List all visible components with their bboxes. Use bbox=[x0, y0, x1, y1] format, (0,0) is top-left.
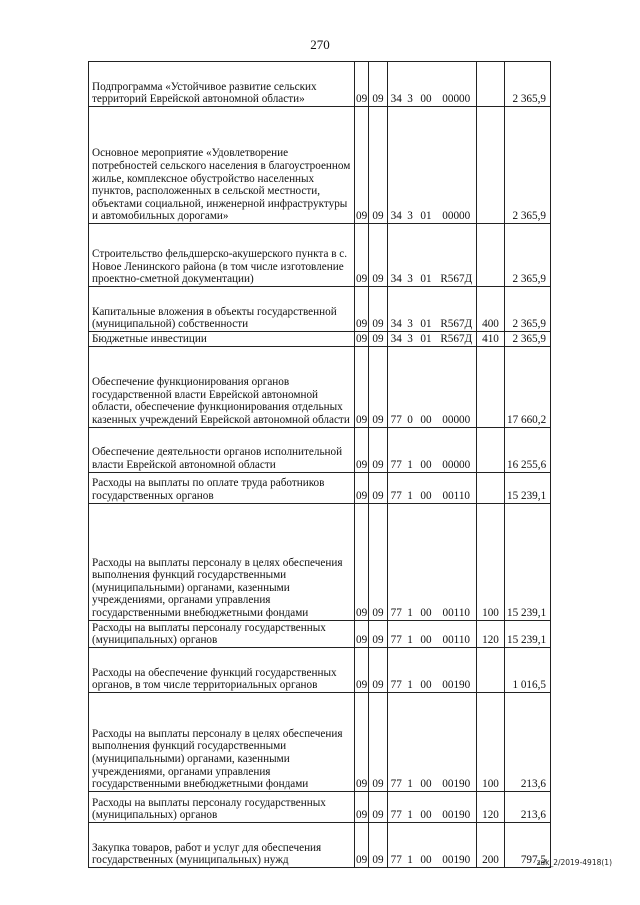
section-code: 09 bbox=[355, 224, 369, 287]
table-row bbox=[89, 647, 551, 692]
expense-direction-code: 00190 bbox=[437, 647, 477, 692]
program-code: 34 bbox=[388, 287, 405, 332]
subprogram-code: 3 bbox=[405, 107, 416, 224]
subprogram-code: 0 bbox=[405, 346, 416, 427]
row-name: Расходы на выплаты персоналу в целях обеспечения выполнения функций государственными (муниципальными) органами, казенными учреждениями, органами управления государственными внебюджетными фондами bbox=[89, 692, 355, 791]
subprogram-code: 1 bbox=[405, 791, 416, 822]
subprogram-code: 1 bbox=[405, 620, 416, 647]
expense-direction-code: 00190 bbox=[437, 692, 477, 791]
expense-type-code bbox=[477, 472, 505, 503]
row-name: Расходы на выплаты персоналу государственных (муниципальных) органов bbox=[89, 791, 355, 822]
amount: 16 255,6 bbox=[505, 427, 551, 472]
expense-type-code: 410 bbox=[477, 332, 505, 347]
expense-type-code bbox=[477, 647, 505, 692]
event-code: 00 bbox=[416, 472, 437, 503]
program-code: 34 bbox=[388, 62, 405, 107]
subprogram-code: 1 bbox=[405, 692, 416, 791]
row-name: Расходы на выплаты по оплате труда работников государственных органов bbox=[89, 472, 355, 503]
subprogram-code: 1 bbox=[405, 427, 416, 472]
row-name: Обеспечение функционирования органов государственной власти Еврейской автономной области, обеспечение функционирования отдельных казенных учреждений Еврейской автономной области bbox=[89, 346, 355, 427]
event-code: 00 bbox=[416, 692, 437, 791]
expense-type-code: 100 bbox=[477, 503, 505, 620]
table-row bbox=[89, 472, 551, 503]
program-code: 77 bbox=[388, 791, 405, 822]
row-name: Обеспечение деятельности органов исполнительной власти Еврейской автономной области bbox=[89, 427, 355, 472]
amount: 213,6 bbox=[505, 692, 551, 791]
subprogram-code: 1 bbox=[405, 647, 416, 692]
table-row bbox=[89, 822, 551, 867]
subsection-code: 09 bbox=[369, 332, 388, 347]
table-body bbox=[89, 62, 551, 868]
amount: 15 239,1 bbox=[505, 620, 551, 647]
amount: 2 365,9 bbox=[505, 224, 551, 287]
expense-type-code: 400 bbox=[477, 287, 505, 332]
program-code: 77 bbox=[388, 503, 405, 620]
event-code: 01 bbox=[416, 107, 437, 224]
expense-direction-code: R567Д bbox=[437, 332, 477, 347]
event-code: 00 bbox=[416, 791, 437, 822]
row-name: Основное мероприятие «Удовлетворение потребностей сельского населения в благоустроенном жилье, комплексное обустройство населенных пунктов, расположенных в сельской местности, объектами социальной, инженерной инфраструктуры и автомобильных дорогами» bbox=[89, 107, 355, 224]
page-number: 270 bbox=[310, 37, 330, 52]
event-code: 00 bbox=[416, 822, 437, 867]
event-code: 01 bbox=[416, 332, 437, 347]
row-name: Строительство фельдшерско-акушерского пункта в с. Новое Ленинского района (в том числе изготовление проектно-сметной документации) bbox=[89, 224, 355, 287]
table-row bbox=[89, 346, 551, 427]
amount: 15 239,1 bbox=[505, 472, 551, 503]
budget-table bbox=[88, 61, 551, 868]
section-code: 09 bbox=[355, 62, 369, 107]
amount: 213,6 bbox=[505, 791, 551, 822]
event-code: 00 bbox=[416, 346, 437, 427]
table-row bbox=[89, 224, 551, 287]
amount: 1 016,5 bbox=[505, 647, 551, 692]
section-code: 09 bbox=[355, 346, 369, 427]
program-code: 34 bbox=[388, 107, 405, 224]
expense-direction-code: 00000 bbox=[437, 346, 477, 427]
section-code: 09 bbox=[355, 647, 369, 692]
event-code: 00 bbox=[416, 503, 437, 620]
subprogram-code: 3 bbox=[405, 332, 416, 347]
expense-type-code: 100 bbox=[477, 692, 505, 791]
expense-type-code: 120 bbox=[477, 620, 505, 647]
subprogram-code: 3 bbox=[405, 287, 416, 332]
expense-type-code: 200 bbox=[477, 822, 505, 867]
amount: 2 365,9 bbox=[505, 107, 551, 224]
section-code: 09 bbox=[355, 620, 369, 647]
amount: 2 365,9 bbox=[505, 62, 551, 107]
expense-direction-code: 00190 bbox=[437, 822, 477, 867]
subsection-code: 09 bbox=[369, 620, 388, 647]
subsection-code: 09 bbox=[369, 647, 388, 692]
program-code: 34 bbox=[388, 332, 405, 347]
document-footer-code: zak_2/2019-4918(1) bbox=[536, 858, 612, 867]
subsection-code: 09 bbox=[369, 107, 388, 224]
subprogram-code: 1 bbox=[405, 472, 416, 503]
expense-type-code bbox=[477, 346, 505, 427]
row-name: Закупка товаров, работ и услуг для обеспечения государственных (муниципальных) нужд bbox=[89, 822, 355, 867]
expense-type-code bbox=[477, 427, 505, 472]
section-code: 09 bbox=[355, 503, 369, 620]
expense-type-code bbox=[477, 107, 505, 224]
program-code: 77 bbox=[388, 647, 405, 692]
table-row bbox=[89, 332, 551, 347]
program-code: 77 bbox=[388, 692, 405, 791]
table-row bbox=[89, 427, 551, 472]
amount: 15 239,1 bbox=[505, 503, 551, 620]
expense-direction-code: 00000 bbox=[437, 427, 477, 472]
expense-direction-code: 00110 bbox=[437, 503, 477, 620]
expense-direction-code: 00110 bbox=[437, 472, 477, 503]
subsection-code: 09 bbox=[369, 503, 388, 620]
event-code: 01 bbox=[416, 224, 437, 287]
section-code: 09 bbox=[356, 333, 368, 345]
section-code: 09 bbox=[355, 107, 369, 224]
section-code: 09 bbox=[355, 822, 369, 867]
event-code: 01 bbox=[416, 287, 437, 332]
row-name: Расходы на выплаты персоналу в целях обеспечения выполнения функций государственными (муниципальными) органами, казенными учреждениями, органами управления государственными внебюджетными фондами bbox=[89, 503, 355, 620]
subsection-code: 09 bbox=[369, 692, 388, 791]
event-code: 00 bbox=[416, 62, 437, 107]
section-code: 09 bbox=[355, 692, 369, 791]
program-code: 77 bbox=[388, 472, 405, 503]
expense-type-code bbox=[477, 224, 505, 287]
event-code: 00 bbox=[416, 620, 437, 647]
section-code: 09 bbox=[355, 287, 369, 332]
program-code: 77 bbox=[388, 346, 405, 427]
section-code: 09 bbox=[355, 472, 369, 503]
table-row bbox=[89, 503, 551, 620]
subprogram-code: 3 bbox=[405, 224, 416, 287]
subsection-code: 09 bbox=[369, 791, 388, 822]
expense-direction-code: R567Д bbox=[437, 287, 477, 332]
subsection-code: 09 bbox=[369, 472, 388, 503]
expense-type-code: 120 bbox=[477, 791, 505, 822]
amount: 17 660,2 bbox=[505, 346, 551, 427]
subsection-code: 09 bbox=[369, 62, 388, 107]
subprogram-code: 1 bbox=[405, 503, 416, 620]
subsection-code: 09 bbox=[369, 427, 388, 472]
row-name: Расходы на выплаты персоналу государственных (муниципальных) органов bbox=[89, 620, 355, 647]
event-code: 00 bbox=[416, 427, 437, 472]
program-code: 77 bbox=[388, 427, 405, 472]
expense-direction-code: 00000 bbox=[437, 107, 477, 224]
row-name: Подпрограмма «Устойчивое развитие сельских территорий Еврейской автономной области» bbox=[89, 62, 355, 107]
section-code: 09 bbox=[355, 427, 369, 472]
section-code: 09 bbox=[355, 791, 369, 822]
table-row bbox=[89, 692, 551, 791]
table-row bbox=[89, 107, 551, 224]
table-row bbox=[89, 287, 551, 332]
expense-direction-code: 00000 bbox=[437, 62, 477, 107]
table-row bbox=[89, 620, 551, 647]
program-code: 34 bbox=[388, 224, 405, 287]
amount: 797,5 bbox=[505, 822, 551, 867]
table-row bbox=[89, 791, 551, 822]
row-name: Капитальные вложения в объекты государственной (муниципальной) собственности bbox=[89, 287, 355, 332]
program-code: 77 bbox=[388, 822, 405, 867]
event-code: 00 bbox=[416, 647, 437, 692]
expense-direction-code: R567Д bbox=[437, 224, 477, 287]
amount: 2 365,9 bbox=[505, 287, 551, 332]
subsection-code: 09 bbox=[369, 346, 388, 427]
subsection-code: 09 bbox=[369, 287, 388, 332]
program-code: 77 bbox=[388, 620, 405, 647]
amount: 2 365,9 bbox=[505, 332, 551, 347]
row-name: Бюджетные инвестиции bbox=[89, 332, 355, 347]
subsection-code: 09 bbox=[369, 224, 388, 287]
expense-type-code bbox=[477, 62, 505, 107]
table-row bbox=[89, 62, 551, 107]
subprogram-code: 1 bbox=[405, 822, 416, 867]
row-name: Расходы на обеспечение функций государственных органов, в том числе территориальных органов bbox=[89, 647, 355, 692]
expense-direction-code: 00190 bbox=[437, 791, 477, 822]
subsection-code: 09 bbox=[369, 822, 388, 867]
subprogram-code: 3 bbox=[405, 62, 416, 107]
expense-direction-code: 00110 bbox=[437, 620, 477, 647]
